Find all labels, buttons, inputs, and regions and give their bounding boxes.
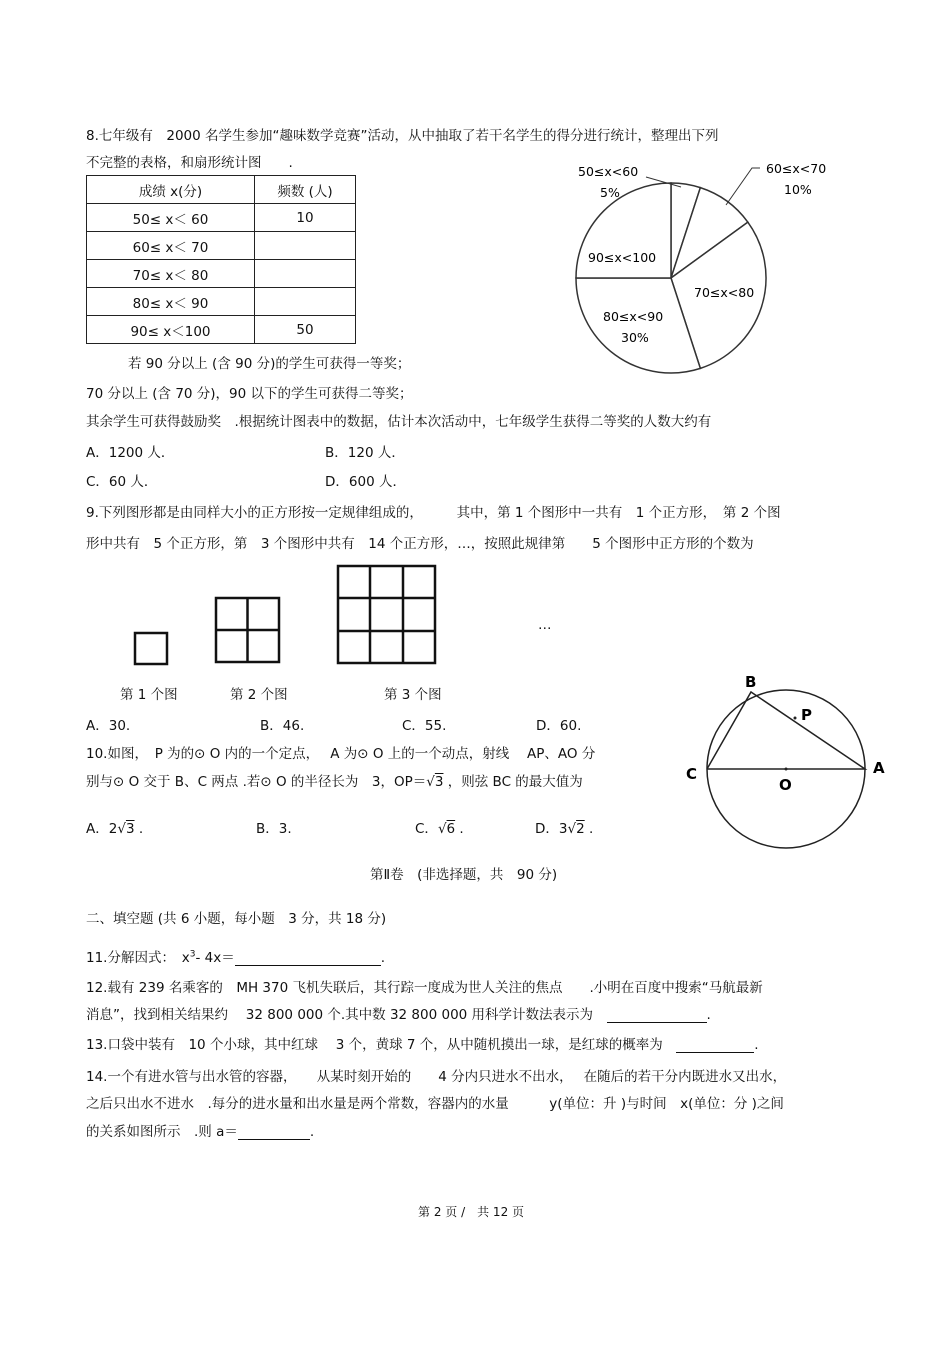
slice-pct: 30%	[621, 330, 649, 345]
slice-label: 50≤x<60	[578, 164, 639, 179]
q8-line1: 8.七年级有 2000 名学生参加“趣味数学竞赛”活动，从中抽取了若干名学生的得分进行统计，整理出下列	[86, 128, 719, 144]
caption-1: 第 1 个图	[120, 687, 178, 703]
table-header: 成绩 x(分)	[87, 176, 255, 204]
text: 别与⊙ O 交于 B、C 两点 .若⊙ O 的半径长为 3，OP＝	[86, 774, 427, 790]
q10-option-b: B．3.	[256, 821, 292, 837]
part2-title: 第Ⅱ卷 (非选择题，共 90 分)	[370, 867, 558, 883]
q14-line1: 14.一个有进水管与出水管的容器， 从某时刻开始的 4 分内只进水不出水， 在随后的若干分内既进水又出水，	[86, 1069, 787, 1085]
cell: 90≤ x＜100	[87, 316, 255, 344]
q12-line2: 消息”，找到相关结果约 32 800 000 个.其中数 32 800 000 用科学计数法表示为 .	[86, 1007, 711, 1023]
slice-pct: 10%	[784, 182, 812, 197]
slice-label: 80≤x<90	[603, 309, 664, 324]
cell: 50≤ x＜ 60	[87, 204, 255, 232]
q9-option-b: B．46.	[260, 718, 305, 734]
cell: 50	[255, 316, 356, 344]
q11: 11.分解因式： $x^3-$ 4x＝ .	[86, 949, 385, 966]
point-c: C	[686, 765, 698, 783]
text: ，则弦 BC 的最大值为	[447, 774, 583, 790]
point-a: A	[873, 759, 885, 777]
q10-option-d: D．3√2 .	[535, 821, 594, 837]
caption-2: 第 2 个图	[230, 687, 288, 703]
q8-text1: 若 90 分以上 (含 90 分)的学生可获得一等奖；	[128, 356, 411, 372]
answer-blank	[607, 1022, 707, 1023]
q8-option-b: B．120 人．	[325, 445, 405, 461]
slice-pct: 5%	[600, 185, 620, 200]
ellipsis: …	[538, 617, 552, 633]
page-footer: 第 2 页 / 共 12 页	[418, 1205, 525, 1219]
q8-option-c: C．60 人．	[86, 474, 158, 490]
point-o: O	[779, 776, 792, 794]
q14-line2: 之后只出水不进水 .每分的进水量和出水量是两个常数，容器内的水量 y(单位：升 )与时间 x(单位：分 )之间	[86, 1096, 784, 1112]
q8-text2: 70 分以上 (含 70 分)，90 以下的学生可获得二等奖；	[86, 386, 413, 402]
cell: 80≤ x＜ 90	[87, 288, 255, 316]
q8-option-d: D．600 人．	[325, 474, 406, 490]
q12-line1: 12.载有 239 名乘客的 MH 370 飞机失联后，其行踪一度成为世人关注的焦点 .小明在百度中搜索“马航最新	[86, 980, 763, 996]
cell: 10	[255, 204, 356, 232]
slice-label: 90≤x<100	[588, 250, 657, 265]
q10-line1: 10.如图， P 为的⊙ O 内的一个定点， A 为⊙ O 上的一个动点，射线 AP、AO 分	[86, 746, 596, 762]
q8-text3: 其余学生可获得鼓励奖 .根据统计图表中的数据，估计本次活动中，七年级学生获得二等奖的人数大约有	[86, 414, 712, 430]
caption-3: 第 3 个图	[384, 687, 442, 703]
slice-label: 70≤x<80	[694, 285, 755, 300]
answer-blank	[238, 1139, 310, 1140]
answer-blank	[676, 1052, 754, 1053]
q10-line2: 别与⊙ O 交于 B、C 两点 .若⊙ O 的半径长为 3，OP＝√3 ，则弦 BC 的最大值为	[86, 774, 583, 790]
q9-line1: 9.下列图形都是由同样大小的正方形按一定规律组成的， 其中，第 1 个图形中一共有 1 个正方形， 第 2 个图	[86, 505, 781, 521]
q13: 13.口袋中装有 10 个小球，其中红球 3 个，黄球 7 个，从中随机摸出一球，是红球的概率为 .	[86, 1037, 759, 1053]
q9-option-c: C．55.	[402, 718, 447, 734]
table-header: 频数 (人)	[255, 176, 356, 204]
point-p: P	[801, 706, 812, 724]
cell: 70≤ x＜ 80	[87, 260, 255, 288]
q10-option-a: A．2√3 .	[86, 821, 144, 837]
q10-option-c: C．√6 .	[415, 821, 464, 837]
q9-option-d: D．60.	[536, 718, 582, 734]
section2-heading: 二、填空题 (共 6 小题，每小题 3 分，共 18 分)	[86, 911, 387, 927]
radicand: 3	[434, 774, 444, 790]
slice-label: 60≤x<70	[766, 161, 827, 176]
q14-line3: 的关系如图所示 .则 a＝ .	[86, 1124, 315, 1140]
point-b: B	[745, 673, 757, 691]
q8-line2: 不完整的表格，和扇形统计图 .	[86, 155, 293, 171]
answer-blank	[235, 965, 381, 966]
q9-line2: 形中共有 5 个正方形，第 3 个图形中共有 14 个正方形，…，按照此规律第 5 个图形中正方形的个数为	[86, 536, 754, 552]
q9-option-a: A．30.	[86, 718, 131, 734]
q8-option-a: A．1200 人．	[86, 445, 175, 461]
cell: 60≤ x＜ 70	[87, 232, 255, 260]
